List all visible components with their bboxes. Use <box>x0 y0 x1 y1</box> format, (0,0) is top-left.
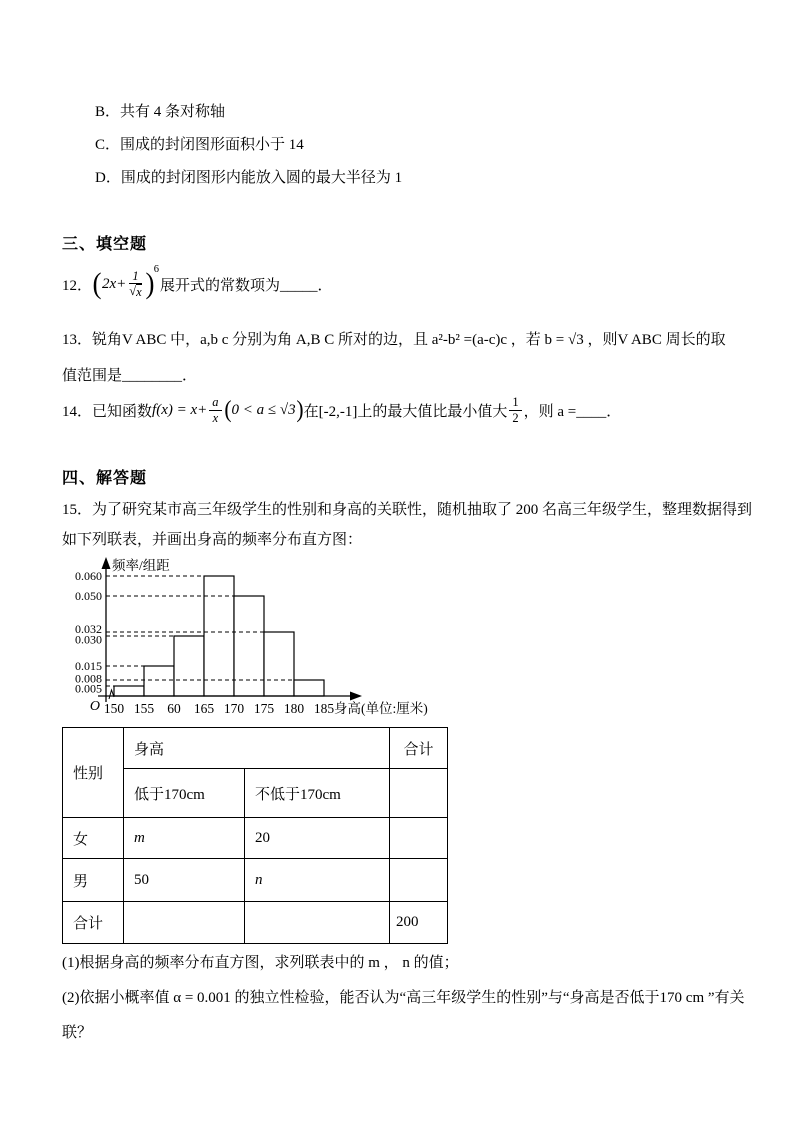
left-paren: ( <box>223 397 232 423</box>
svg-text:165: 165 <box>193 701 215 716</box>
svg-text:0.008: 0.008 <box>75 671 102 686</box>
svg-text:频率/组距: 频率/组距 <box>112 558 170 573</box>
cell-row-male: 男 <box>63 859 124 902</box>
cell-total-above <box>245 902 390 944</box>
sub-question-1: (1)根据身高的频率分布直方图，求列联表中的 m ， n 的值； <box>62 955 459 971</box>
exponent-6: 6 <box>153 263 159 275</box>
svg-text:180: 180 <box>283 701 305 716</box>
cell-female-above: 20 <box>245 818 390 859</box>
cell-male-total <box>390 859 448 902</box>
svg-text:175: 175 <box>253 701 275 716</box>
cell-male-below: 50 <box>124 859 245 902</box>
cell-empty <box>390 769 448 818</box>
cell-gender-header: 性别 <box>63 728 124 818</box>
question-12 <box>62 259 333 309</box>
left-paren: ( <box>92 267 102 300</box>
question-15-line1: 15．为了研究某市高三年级学生的性别和身高的关联性，随机抽取了 200 名高三年级学生，整理数据得到 <box>62 502 753 518</box>
sub-question-2-line2: 联？ <box>62 1025 93 1041</box>
svg-text:0.050: 0.050 <box>75 589 102 603</box>
svg-text:170: 170 <box>223 701 245 716</box>
question-14-blank: ____． <box>576 403 622 420</box>
svg-text:155: 155 <box>133 701 155 716</box>
fraction-a-over-x: $\frac{a}{x}$ <box>209 395 221 425</box>
cell-total-header: 合计 <box>390 728 448 769</box>
question-12-text: 展开式的常数项为 <box>159 277 280 294</box>
sub-question-2-line1: (2)依据小概率值 α = 0.001 的独立性检验，能否认为“高三年级学生的性别”与“身高是否低于170 cm ”有关 <box>62 990 745 1006</box>
cell-female-total <box>390 818 448 859</box>
cell-grand-total: 200 <box>390 902 448 944</box>
section-title-fill-in-blanks: 三、填空题 <box>62 236 148 253</box>
question-14-function: f(x) = x+ <box>152 401 208 418</box>
cell-female-below: m <box>124 818 245 859</box>
radical-sign: √ <box>129 284 137 298</box>
question-14-mid: 在[-2,-1]上的最大值比最小值大 <box>303 403 508 420</box>
question-14-post: ，则 a = <box>523 403 577 420</box>
histogram-container <box>54 556 454 731</box>
question-14-pre: 已知函数 <box>92 403 153 420</box>
svg-text:身高(单位:厘米): 身高(单位:厘米) <box>334 701 428 716</box>
option-c: C．围成的封闭图形面积小于 14 <box>95 137 304 153</box>
contingency-table-container <box>62 727 448 944</box>
svg-text:O: O <box>89 699 100 714</box>
section-title-answer: 四、解答题 <box>62 470 148 487</box>
svg-text:150: 150 <box>103 701 125 716</box>
cell-total-below <box>124 902 245 944</box>
histogram-chart <box>54 556 454 726</box>
fraction-1-over-2: $\frac{1}{2}$ <box>509 395 521 425</box>
cell-row-female: 女 <box>63 818 124 859</box>
cell-below-170: 低于170cm <box>124 769 245 818</box>
cell-height-header: 身高 <box>124 728 390 769</box>
svg-text:0.030: 0.030 <box>75 632 102 647</box>
question-14-condition: 0 < a ≤ √3 <box>231 401 296 418</box>
question-14 <box>62 388 621 432</box>
right-paren: ) <box>145 267 155 300</box>
cell-not-below-170: 不低于170cm <box>245 769 390 818</box>
svg-text:0.032: 0.032 <box>75 622 102 636</box>
option-b: B．共有 4 条对称轴 <box>95 104 226 120</box>
question-13-line1: 13．锐角V ABC 中，a,b c 分别为角 A,B C 所对的边，且 a²-b² =(a-c)c ，若 b = √3 ，则V ABC 周长的取 <box>62 332 726 348</box>
fraction-1-over-sqrt-x: 1 √ x <box>129 268 142 299</box>
question-13-line2: 值范围是________． <box>62 368 198 384</box>
option-d: D．围成的封闭图形内能放入圆的最大半径为 1 <box>95 170 403 186</box>
question-12-blank: _____． <box>280 277 333 294</box>
svg-text:185: 185 <box>313 701 335 716</box>
question-14-number: 14． <box>62 403 93 420</box>
svg-text:0.060: 0.060 <box>75 569 102 583</box>
contingency-table <box>62 727 448 944</box>
svg-text:0.005: 0.005 <box>75 681 102 696</box>
svg-text:60: 60 <box>167 701 181 716</box>
question-15-line2: 如下列联表，并画出身高的频率分布直方图： <box>62 532 363 548</box>
cell-male-above: n <box>245 859 390 902</box>
question-12-number: 12． <box>62 277 93 294</box>
cell-row-total: 合计 <box>63 902 124 944</box>
svg-text:0.015: 0.015 <box>75 659 102 673</box>
right-paren: ) <box>295 397 304 423</box>
question-12-expression: 2x+ <box>102 275 127 292</box>
